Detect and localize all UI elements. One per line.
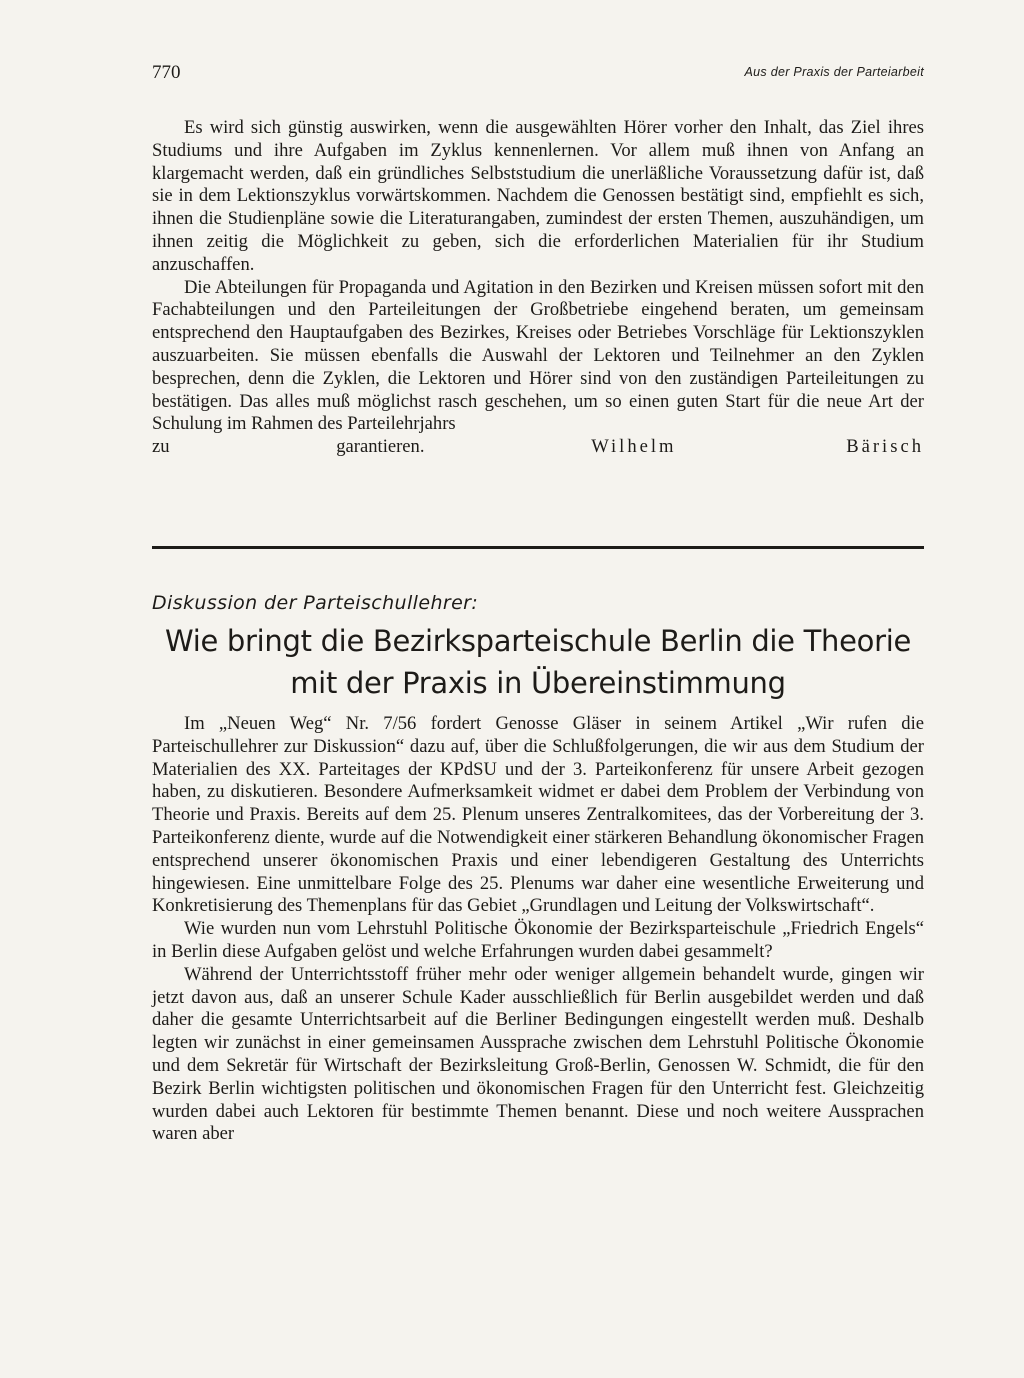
running-head: Aus der Praxis der Parteiarbeit — [744, 65, 924, 79]
article-body-previous — [152, 117, 924, 459]
author-signature: Wilhelm Bärisch — [591, 436, 925, 458]
closing-text: zu garantieren. — [152, 436, 425, 458]
headline-line-1: Wie bringt die Bezirksparteischule Berlin die Theorie — [164, 624, 912, 658]
article-body — [152, 713, 924, 1146]
paragraph: Im „Neuen Weg“ Nr. 7/56 fordert Genosse Gläser in seinem Artikel „Wir rufen die Parteischullehrer zur Diskussion“ dazu auf, über die Schlußfolgerungen, die wir aus dem Studium der Materialien des XX. Parteitages der KPdSU und der 3. Parteikonferenz für unsere Arbeit gezogen haben, zu diskutieren. Besondere Aufmerksamkeit widmet er dabei dem Problem der Verbindung von Theorie und Praxis. Bereits auf dem 25. Plenum unseres Zentralkomitees, das der Vorbereitung der 3. Parteikonferenz diente, wurde auf die Notwendigkeit einer stärkeren Behandlung ökonomischer Fragen entsprechend unserer ökonomischen Praxis und einer lebendigeren Gestaltung des Unterrichts hingewiesen. Eine unmittelbare Folge des 25. Plenums war daher eine wesentliche Erweiterung und Konkretisierung des Themenplans für das Gebiet „Grundlagen und Leitung der Volkswirtschaft“. — [152, 713, 924, 917]
paragraph: Während der Unterrichtsstoff früher mehr oder weniger allgemein behandelt wurde, gingen wir jetzt davon aus, daß an unserer Schule Kader ausschließlich für Berlin ausgebildet werden und daß daher die gesamte Unterrichtsarbeit auf die Berliner Bedingungen eingestellt werden muß. Deshalb legten wir zunächst in einer gemeinsamen Aussprache zwischen dem Lehrstuhl Politische Ökonomie und dem Sekretär für Wirtschaft der Bezirksleitung Groß-Berlin, Genossen W. Schmidt, die für den Bezirk Berlin wichtigsten politischen und ökonomischen Fragen für den Unterricht fest. Gleichzeitig wurden dabei auch Lektoren für bestimmte Themen benannt. Diese und noch weitere Aussprachen waren aber — [152, 963, 924, 1145]
section-kicker: Diskussion der Parteischullehrer: — [152, 592, 479, 614]
paragraph: Wie wurden nun vom Lehrstuhl Politische Ökonomie der Bezirksparteischule „Friedrich Engels“ in Berlin diese Aufgaben gelöst und welche Erfahrungen wurden dabei gesammelt? — [152, 918, 924, 962]
section-divider — [152, 546, 924, 549]
article-headline — [130, 620, 946, 704]
paragraph: Es wird sich günstig auswirken, wenn die ausgewählten Hörer vorher den Inhalt, das Ziel ihres Studiums und ihre Aufgaben im Zyklus kennenlernen. Vor allem muß ihnen von Anfang an klargemacht werden, daß ein gründliches Selbststudium die unerläßliche Voraussetzung dafür ist, daß sie in dem Lektionszyklus vorwärtskommen. Nachdem die Genossen bestätigt sind, empfiehlt es sich, ihnen die Studienpläne sowie die Literaturangaben, zumindest der ersten Themen, auszuhändigen, um ihnen zeitig die Möglichkeit zu geben, sich die erforderlichen Materialien für ihr Studium anzuschaffen. — [152, 117, 924, 275]
page-header — [152, 62, 924, 86]
headline-line-2: mit der Praxis in Übereinstimmung — [290, 666, 786, 700]
paragraph: Die Abteilungen für Propaganda und Agitation in den Bezirken und Kreisen müssen sofort mit den Fachabteilungen und den Parteileitungen der Großbetriebe eingehend beraten, um gemeinsam entsprechend den Hauptaufgaben des Bezirkes, Kreises oder Betriebes Vorschläge für Lektionszyklen auszuarbeiten. Sie müssen ebenfalls die Auswahl der Lektoren und Teilnehmer an den Zyklen besprechen, denn die Zyklen, die Lektoren und Hörer sind von den zuständigen Parteileitungen zu bestätigen. Das alles muß möglichst rasch geschehen, um so einen guten Start für die neue Art der Schulung im Rahmen des Parteilehrjahrs — [152, 276, 924, 435]
closing-line — [152, 436, 924, 459]
page-number: 770 — [152, 62, 181, 83]
